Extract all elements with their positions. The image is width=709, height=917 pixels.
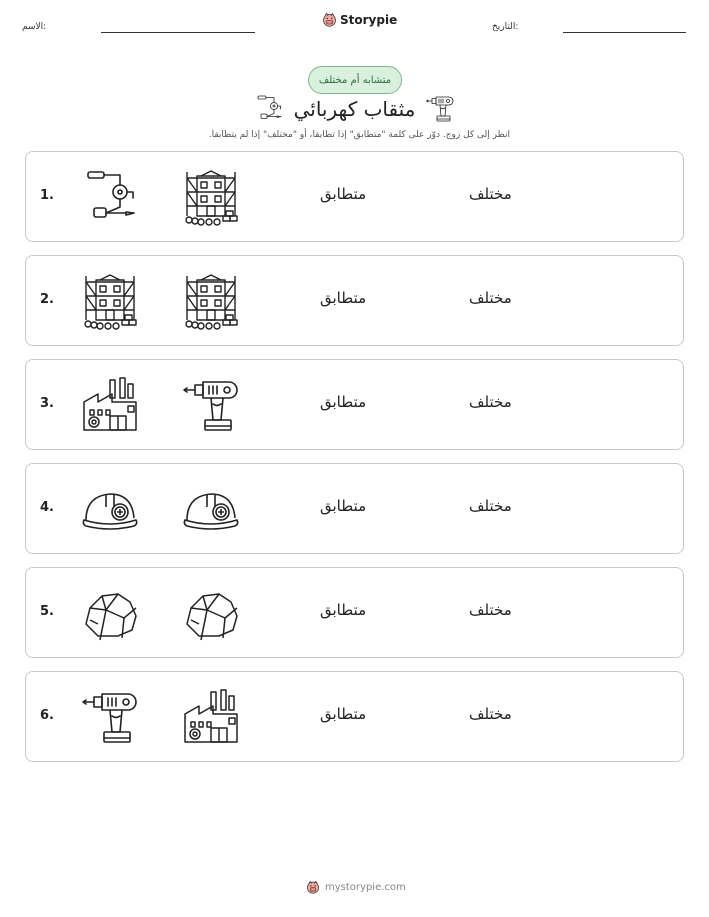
pig-mascot-icon <box>322 12 337 27</box>
hard-hat-icon <box>80 480 140 540</box>
same-option[interactable]: متطابق <box>320 601 367 619</box>
construction-building-icon <box>80 272 140 332</box>
row-number: 5. <box>40 604 54 619</box>
hand-drill-icon <box>254 94 284 124</box>
brand-logo <box>322 12 397 27</box>
hard-hat-icon <box>181 480 241 540</box>
pig-mascot-icon <box>306 880 320 894</box>
different-option[interactable]: مختلف <box>469 601 512 619</box>
row-number: 4. <box>40 500 54 515</box>
factory-icon <box>80 376 140 436</box>
title-text: مثقاب كهربائي <box>293 97 416 121</box>
rock-icon <box>80 584 140 644</box>
date-line[interactable] <box>563 32 686 33</box>
footer-site[interactable]: mystorypie.com <box>325 881 406 893</box>
exercise-row <box>25 359 684 450</box>
row-number: 1. <box>40 188 54 203</box>
exercise-row <box>25 255 684 346</box>
row-number: 3. <box>40 396 54 411</box>
construction-building-icon <box>181 168 241 228</box>
instruction-text: انظر إلى كل زوج. دوّر على كلمة "متطابق" إذا تطابقا، أو "مختلف" إذا لم يتطابقا. <box>208 130 510 140</box>
hand-drill-icon <box>80 168 140 228</box>
exercise-row <box>25 151 684 242</box>
name-label: الاسم: <box>22 22 47 32</box>
different-option[interactable]: مختلف <box>469 705 512 723</box>
factory-icon <box>181 688 241 748</box>
different-option[interactable]: مختلف <box>469 289 512 307</box>
exercise-row <box>25 567 684 658</box>
same-option[interactable]: متطابق <box>320 393 367 411</box>
rock-icon <box>181 584 241 644</box>
same-option[interactable]: متطابق <box>320 705 367 723</box>
same-option[interactable]: متطابق <box>320 497 367 515</box>
brand-name: Storypie <box>340 12 398 27</box>
date-label: التاريخ: <box>492 22 519 32</box>
different-option[interactable]: مختلف <box>469 497 512 515</box>
name-line[interactable] <box>101 32 255 33</box>
page-title <box>240 94 469 124</box>
same-option[interactable]: متطابق <box>320 185 367 203</box>
exercise-row <box>25 671 684 762</box>
different-option[interactable]: مختلف <box>469 393 512 411</box>
same-option[interactable]: متطابق <box>320 289 367 307</box>
power-drill-icon <box>425 94 455 124</box>
construction-building-icon <box>181 272 241 332</box>
footer <box>306 880 406 894</box>
different-option[interactable]: مختلف <box>469 185 512 203</box>
row-number: 2. <box>40 292 54 307</box>
power-drill-icon <box>181 376 241 436</box>
row-number: 6. <box>40 708 54 723</box>
exercise-row <box>25 463 684 554</box>
power-drill-icon <box>80 688 140 748</box>
activity-badge: متشابه أم مختلف <box>308 66 402 94</box>
